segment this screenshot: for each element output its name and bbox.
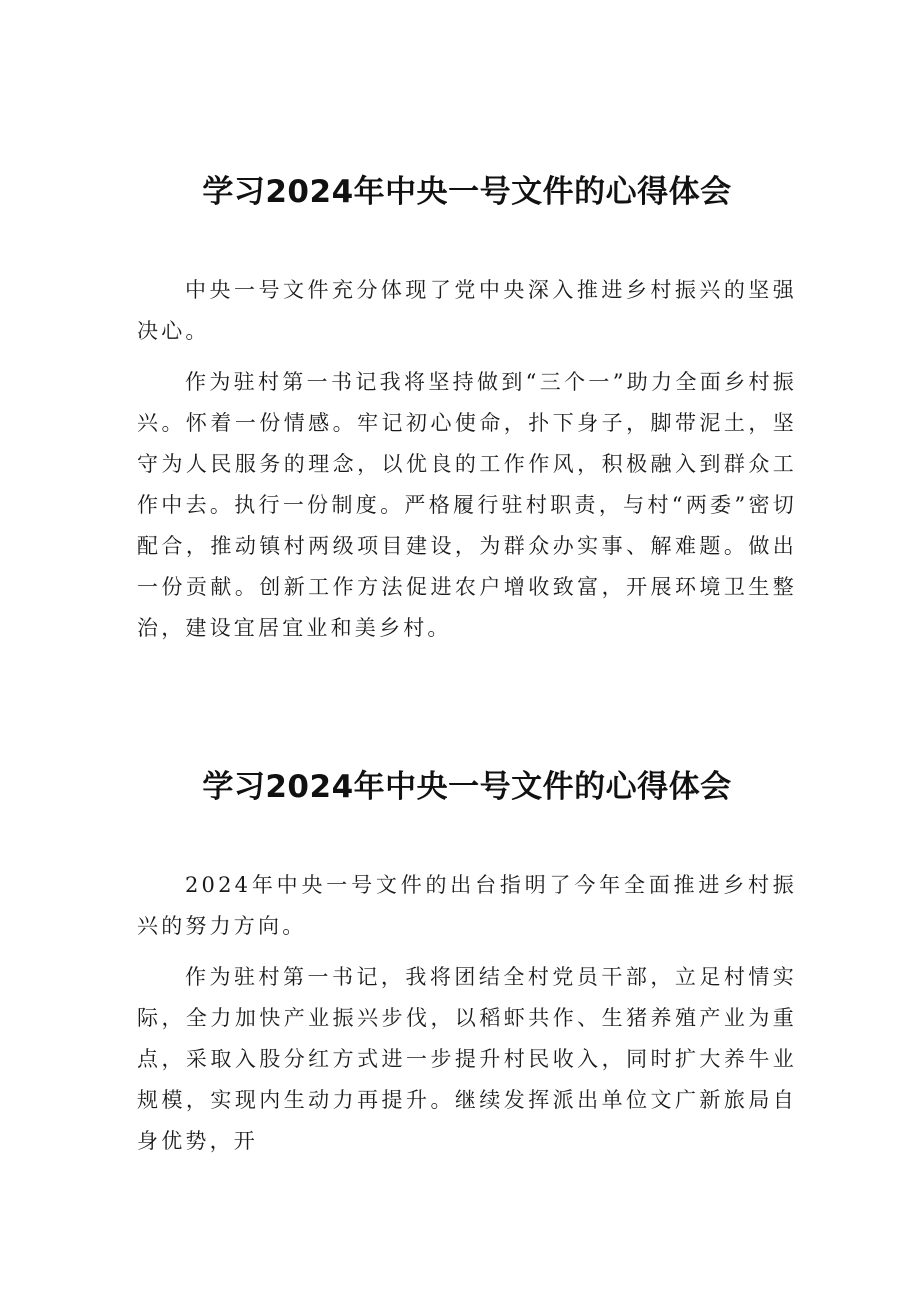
article-paragraph: 作为驻村第一书记，我将团结全村党员干部，立足村情实际，全力加快产业振兴步伐，以稻虾共作、生猪养殖产业为重点，采取入股分红方式进一步提升村民收入，同时扩大养牛业规模，实现内生动力再提升。继续发挥派出单位文广新旅局自身优势，开 — [137, 965, 797, 1153]
article-title: 学习2024年中央一号文件的心得体会 — [202, 769, 732, 805]
article-section-2 — [137, 763, 797, 1162]
article-paragraph: 中央一号文件充分体现了党中央深入推进乡村振兴的坚强决心。 — [137, 278, 797, 343]
article-paragraph: 2024年中央一号文件的出台指明了今年全面推进乡村振兴的努力方向。 — [137, 873, 797, 938]
article-paragraph: 作为驻村第一书记我将坚持做到“三个一”助力全面乡村振兴。怀着一份情感。牢记初心使命，扑下身子，脚带泥土，坚守为人民服务的理念，以优良的工作作风，积极融入到群众工作中去。执行一份制度。严格履行驻村职责，与村“两委”密切配合，推动镇村两级项目建设，为群众办实事、解难题。做出一份贡献。创新工作方法促进农户增收致富，开展环境卫生整治，建设宜居宜业和美乡村。 — [137, 370, 797, 640]
article-title: 学习2024年中央一号文件的心得体会 — [202, 174, 732, 210]
article-section-1 — [137, 168, 797, 649]
